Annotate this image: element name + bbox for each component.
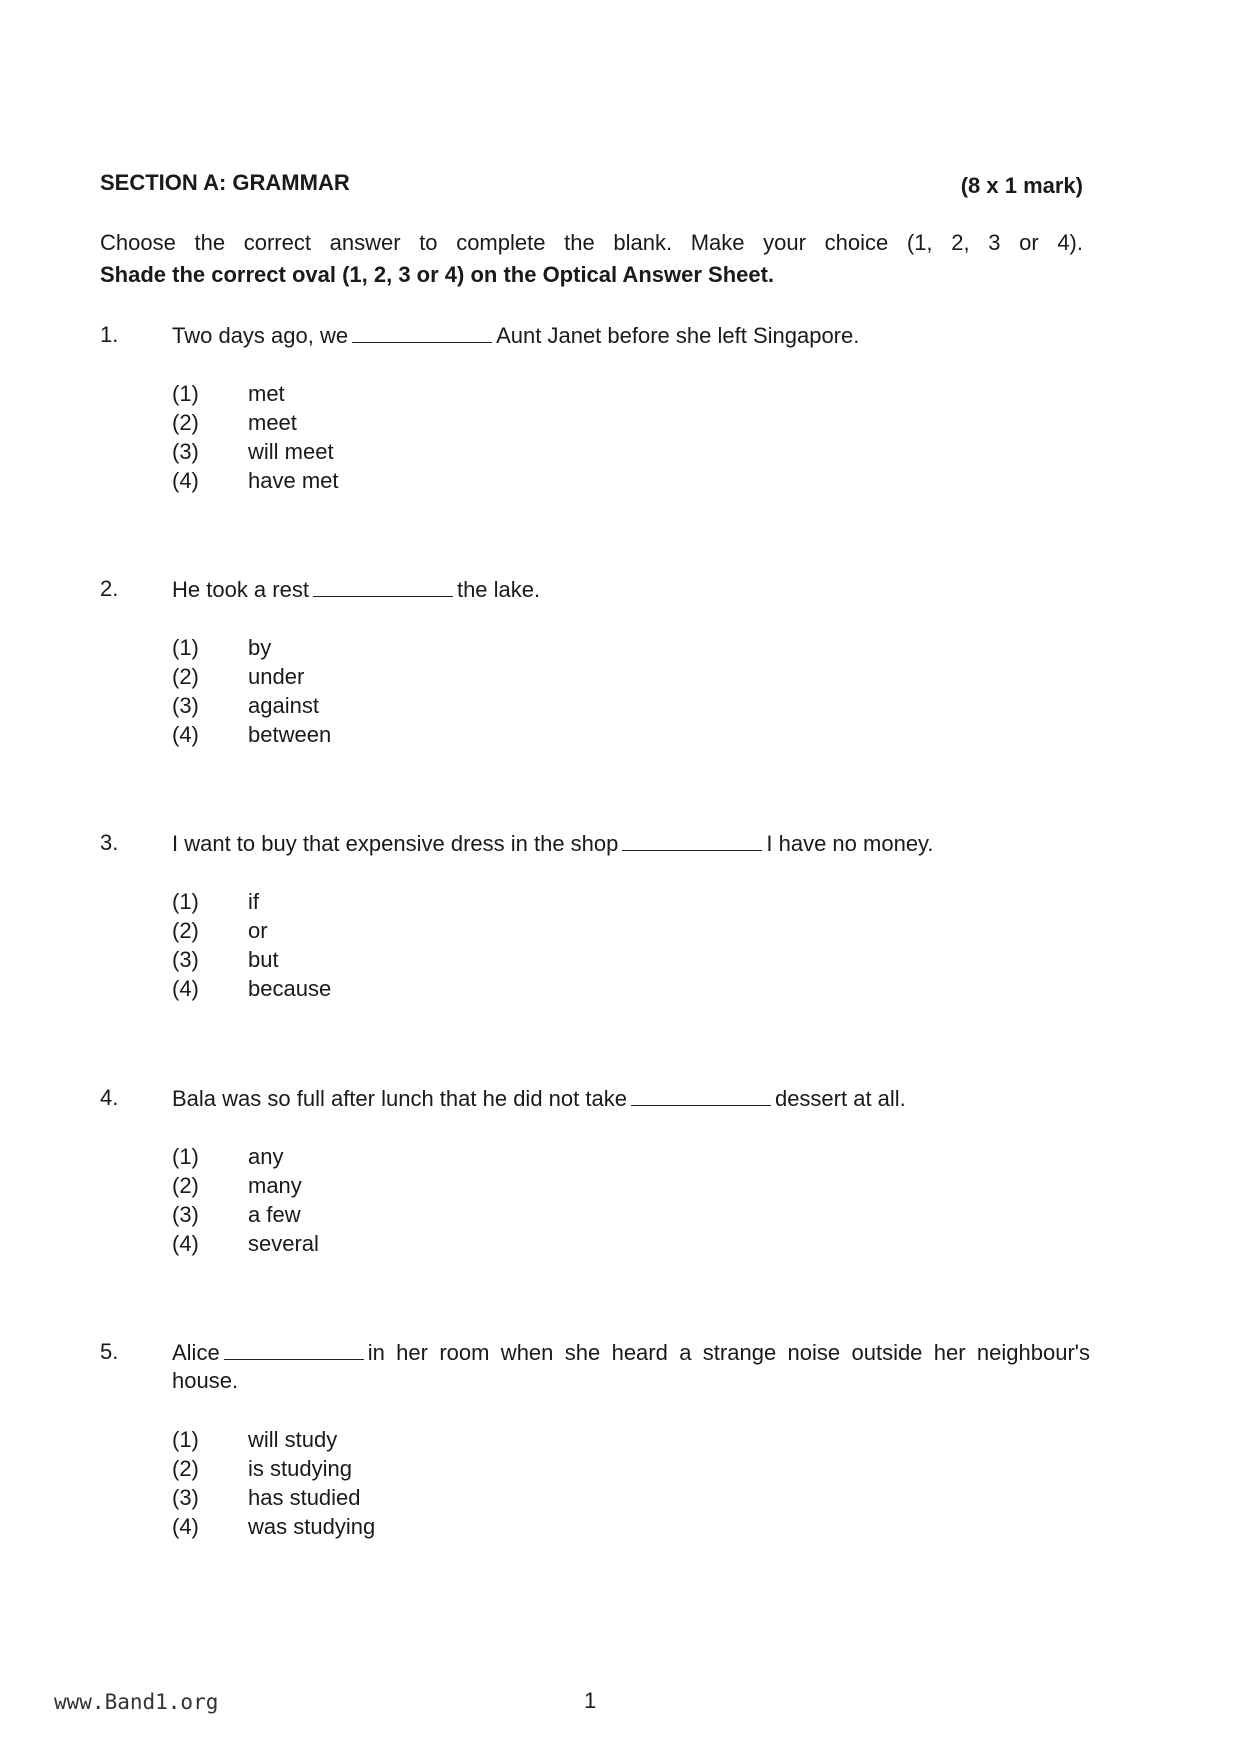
option-text: under [248,664,305,689]
question-text-after: Aunt Janet before she left Singapore. [496,323,860,348]
option-text: have met [248,468,339,493]
option-text: several [248,1231,319,1256]
option-text: between [248,722,332,747]
option-text: many [248,1173,302,1198]
question-text-before: He took a rest [172,577,309,602]
option-text: or [248,918,268,943]
option-number: (3) [172,1485,199,1510]
instruction-line-1: Choose the correct answer to complete the blank. Make your choice (1, 2, 3 or 4). [100,230,1083,255]
option-text: a few [248,1202,301,1227]
question-number: 2. [100,576,119,601]
option-text: will study [248,1427,338,1452]
footer-website: www.Band1.org [54,1690,219,1714]
question-text-after: dessert at all. [774,1086,906,1111]
option-number: (4) [172,1514,199,1539]
question-text-before: Bala was so full after lunch that he did not take [172,1086,627,1111]
option-text: has studied [248,1485,361,1510]
question-text [172,1339,1090,1395]
question-text-before: Alice [172,1340,220,1365]
answer-blank [224,1341,364,1360]
option-number: (1) [172,635,199,660]
option-number: (1) [172,1144,199,1169]
option-number: (3) [172,947,199,972]
option-text: but [248,947,279,972]
option-number: (4) [172,722,199,747]
option-text: because [248,976,332,1001]
question-number: 5. [100,1339,119,1364]
option-number: (3) [172,1202,199,1227]
option-number: (4) [172,468,199,493]
option-number: (1) [172,381,199,406]
question-number: 3. [100,830,119,855]
option-number: (1) [172,1427,199,1452]
option-text: meet [248,410,297,435]
question-number: 1. [100,322,119,347]
question-text [172,830,1090,858]
option-number: (2) [172,1173,199,1198]
option-number: (2) [172,918,199,943]
instruction-line-2: Shade the correct oval (1, 2, 3 or 4) on the Optical Answer Sheet. [100,262,775,287]
option-number: (1) [172,889,199,914]
option-text: if [248,889,259,914]
option-text: any [248,1144,284,1169]
option-text: met [248,381,285,406]
answer-blank [352,324,492,343]
option-number: (2) [172,410,199,435]
question-text [172,1085,1090,1113]
page-number: 1 [584,1688,597,1713]
option-text: by [248,635,272,660]
answer-blank [313,578,453,597]
option-number: (2) [172,1456,199,1481]
section-title: SECTION A: GRAMMAR [100,170,350,195]
option-number: (3) [172,693,199,718]
option-text: is studying [248,1456,352,1481]
question-text-after: I have no money. [766,831,934,856]
answer-blank [631,1087,771,1106]
option-number: (3) [172,439,199,464]
option-text: will meet [248,439,334,464]
question-text [172,322,1090,350]
answer-blank [622,832,762,851]
question-text-before: I want to buy that expensive dress in the shop [172,831,619,856]
option-text: against [248,693,319,718]
question-text [172,576,1090,604]
question-text-after: in her room when she heard a strange noise outside her neighbour's house. [172,1340,1090,1393]
option-number: (4) [172,1231,199,1256]
question-number: 4. [100,1085,119,1110]
section-marks: (8 x 1 mark) [960,173,1083,198]
question-text-after: the lake. [456,577,541,602]
option-number: (2) [172,664,199,689]
question-text-before: Two days ago, we [172,323,349,348]
option-number: (4) [172,976,199,1001]
option-text: was studying [248,1514,376,1539]
